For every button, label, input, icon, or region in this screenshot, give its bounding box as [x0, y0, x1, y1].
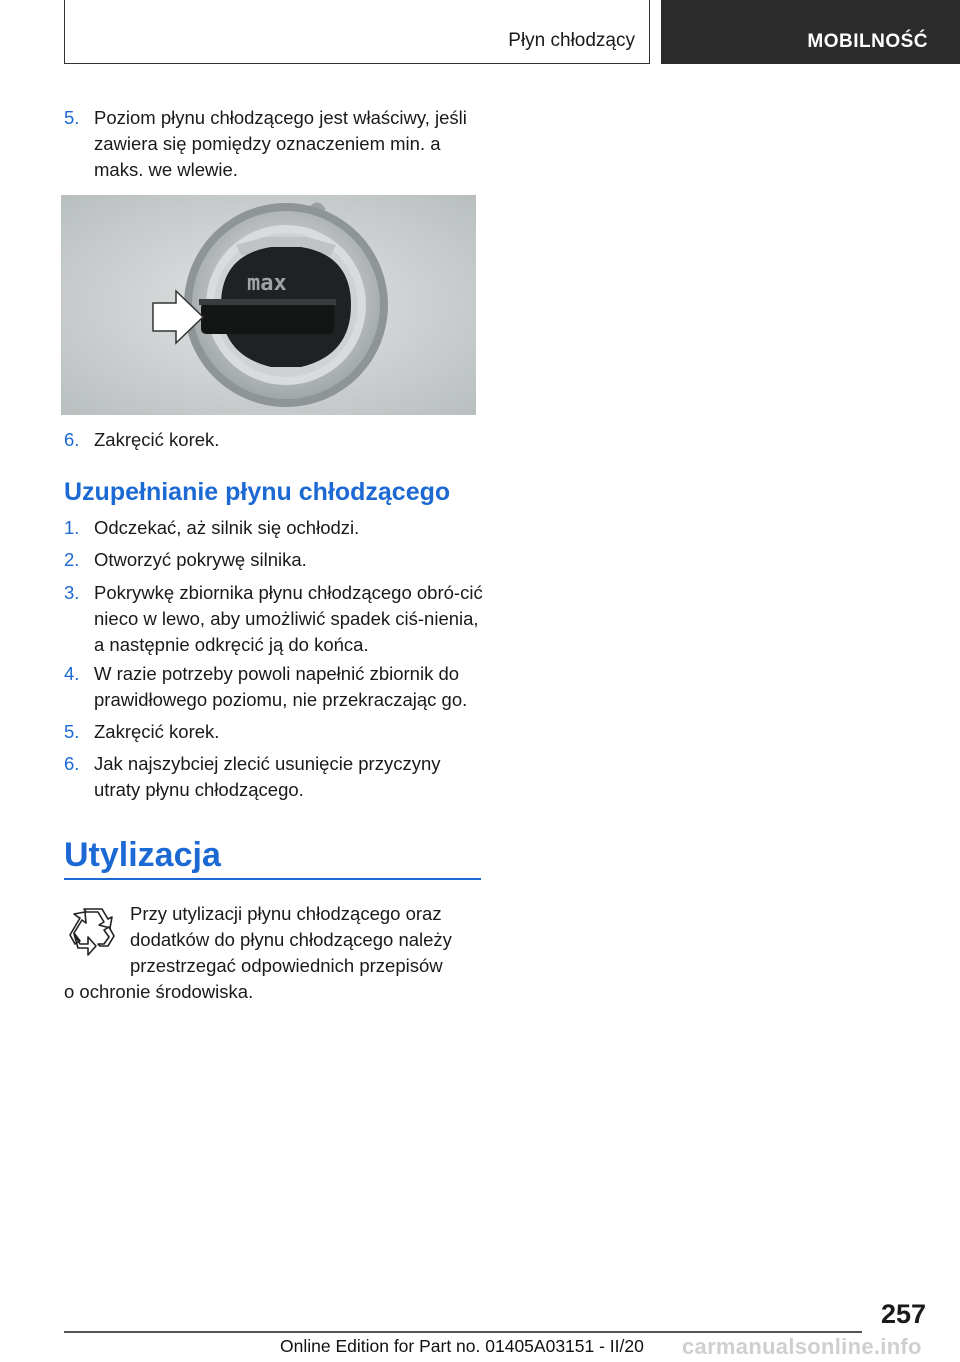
step-text: Poziom płynu chłodzącego jest właściwy, jeśli zawiera się pomiędzy oznaczeniem min. a maks. we wlewie. — [94, 107, 467, 180]
page-number: 257 — [880, 1299, 926, 1329]
recycle-icon — [66, 906, 118, 958]
footer-rule — [64, 1331, 862, 1333]
step-number: 2. — [64, 549, 80, 570]
step-number: 4. — [64, 663, 80, 684]
coolant-cap-figure — [61, 195, 476, 415]
step-number: 5. — [64, 721, 80, 742]
step-text: Jak najszybciej zlecić usunięcie przyczyny utraty płynu chłodzącego. — [94, 753, 441, 800]
step-number: 6. — [64, 753, 80, 774]
disposal-note-line-4: o ochronie środowiska. — [64, 981, 254, 1002]
coolant-cap-illustration — [61, 195, 476, 415]
disposal-note-line-2: dodatków do płynu chłodzącego należy — [130, 929, 452, 950]
step-text: Otworzyć pokrywę silnika. — [94, 549, 307, 570]
header-chapter-box — [661, 0, 960, 64]
footer-edition-text: Online Edition for Part no. 01405A03151 - II/20 — [280, 1336, 644, 1356]
refill-heading: Uzupełnianie płynu chłodzącego — [64, 478, 451, 506]
max-label: max — [247, 271, 287, 296]
step-text: Pokrywkę zbiornika płynu chłodzącego obró-cić nieco w lewo, aby umożliwić spadek ciś-nienia, a następnie odkręcić ją do końca. — [94, 582, 483, 655]
heading-rule — [64, 878, 481, 880]
section-title: Płyn chłodzący — [508, 30, 635, 51]
disposal-note-line-1: Przy utylizacji płynu chłodzącego oraz — [130, 903, 442, 924]
step-number: 1. — [64, 517, 80, 538]
step-text: Zakręcić korek. — [94, 721, 220, 742]
step-text: W razie potrzeby powoli napełnić zbiornik do prawidłowego poziomu, nie przekraczając go. — [94, 663, 468, 710]
step-text: Zakręcić korek. — [94, 429, 220, 450]
chapter-title: MOBILNOŚĆ — [807, 31, 928, 52]
step-number: 5. — [64, 107, 80, 128]
step-number: 3. — [64, 582, 80, 603]
disposal-heading: Utylizacja — [64, 836, 221, 874]
watermark: carmanualsonline.info — [682, 1334, 922, 1359]
header-section-box — [64, 0, 650, 64]
step-number: 6. — [64, 429, 80, 450]
disposal-note-line-3: przestrzegać odpowiednich przepisów — [130, 955, 443, 976]
step-text: Odczekać, aż silnik się ochłodzi. — [94, 517, 360, 538]
